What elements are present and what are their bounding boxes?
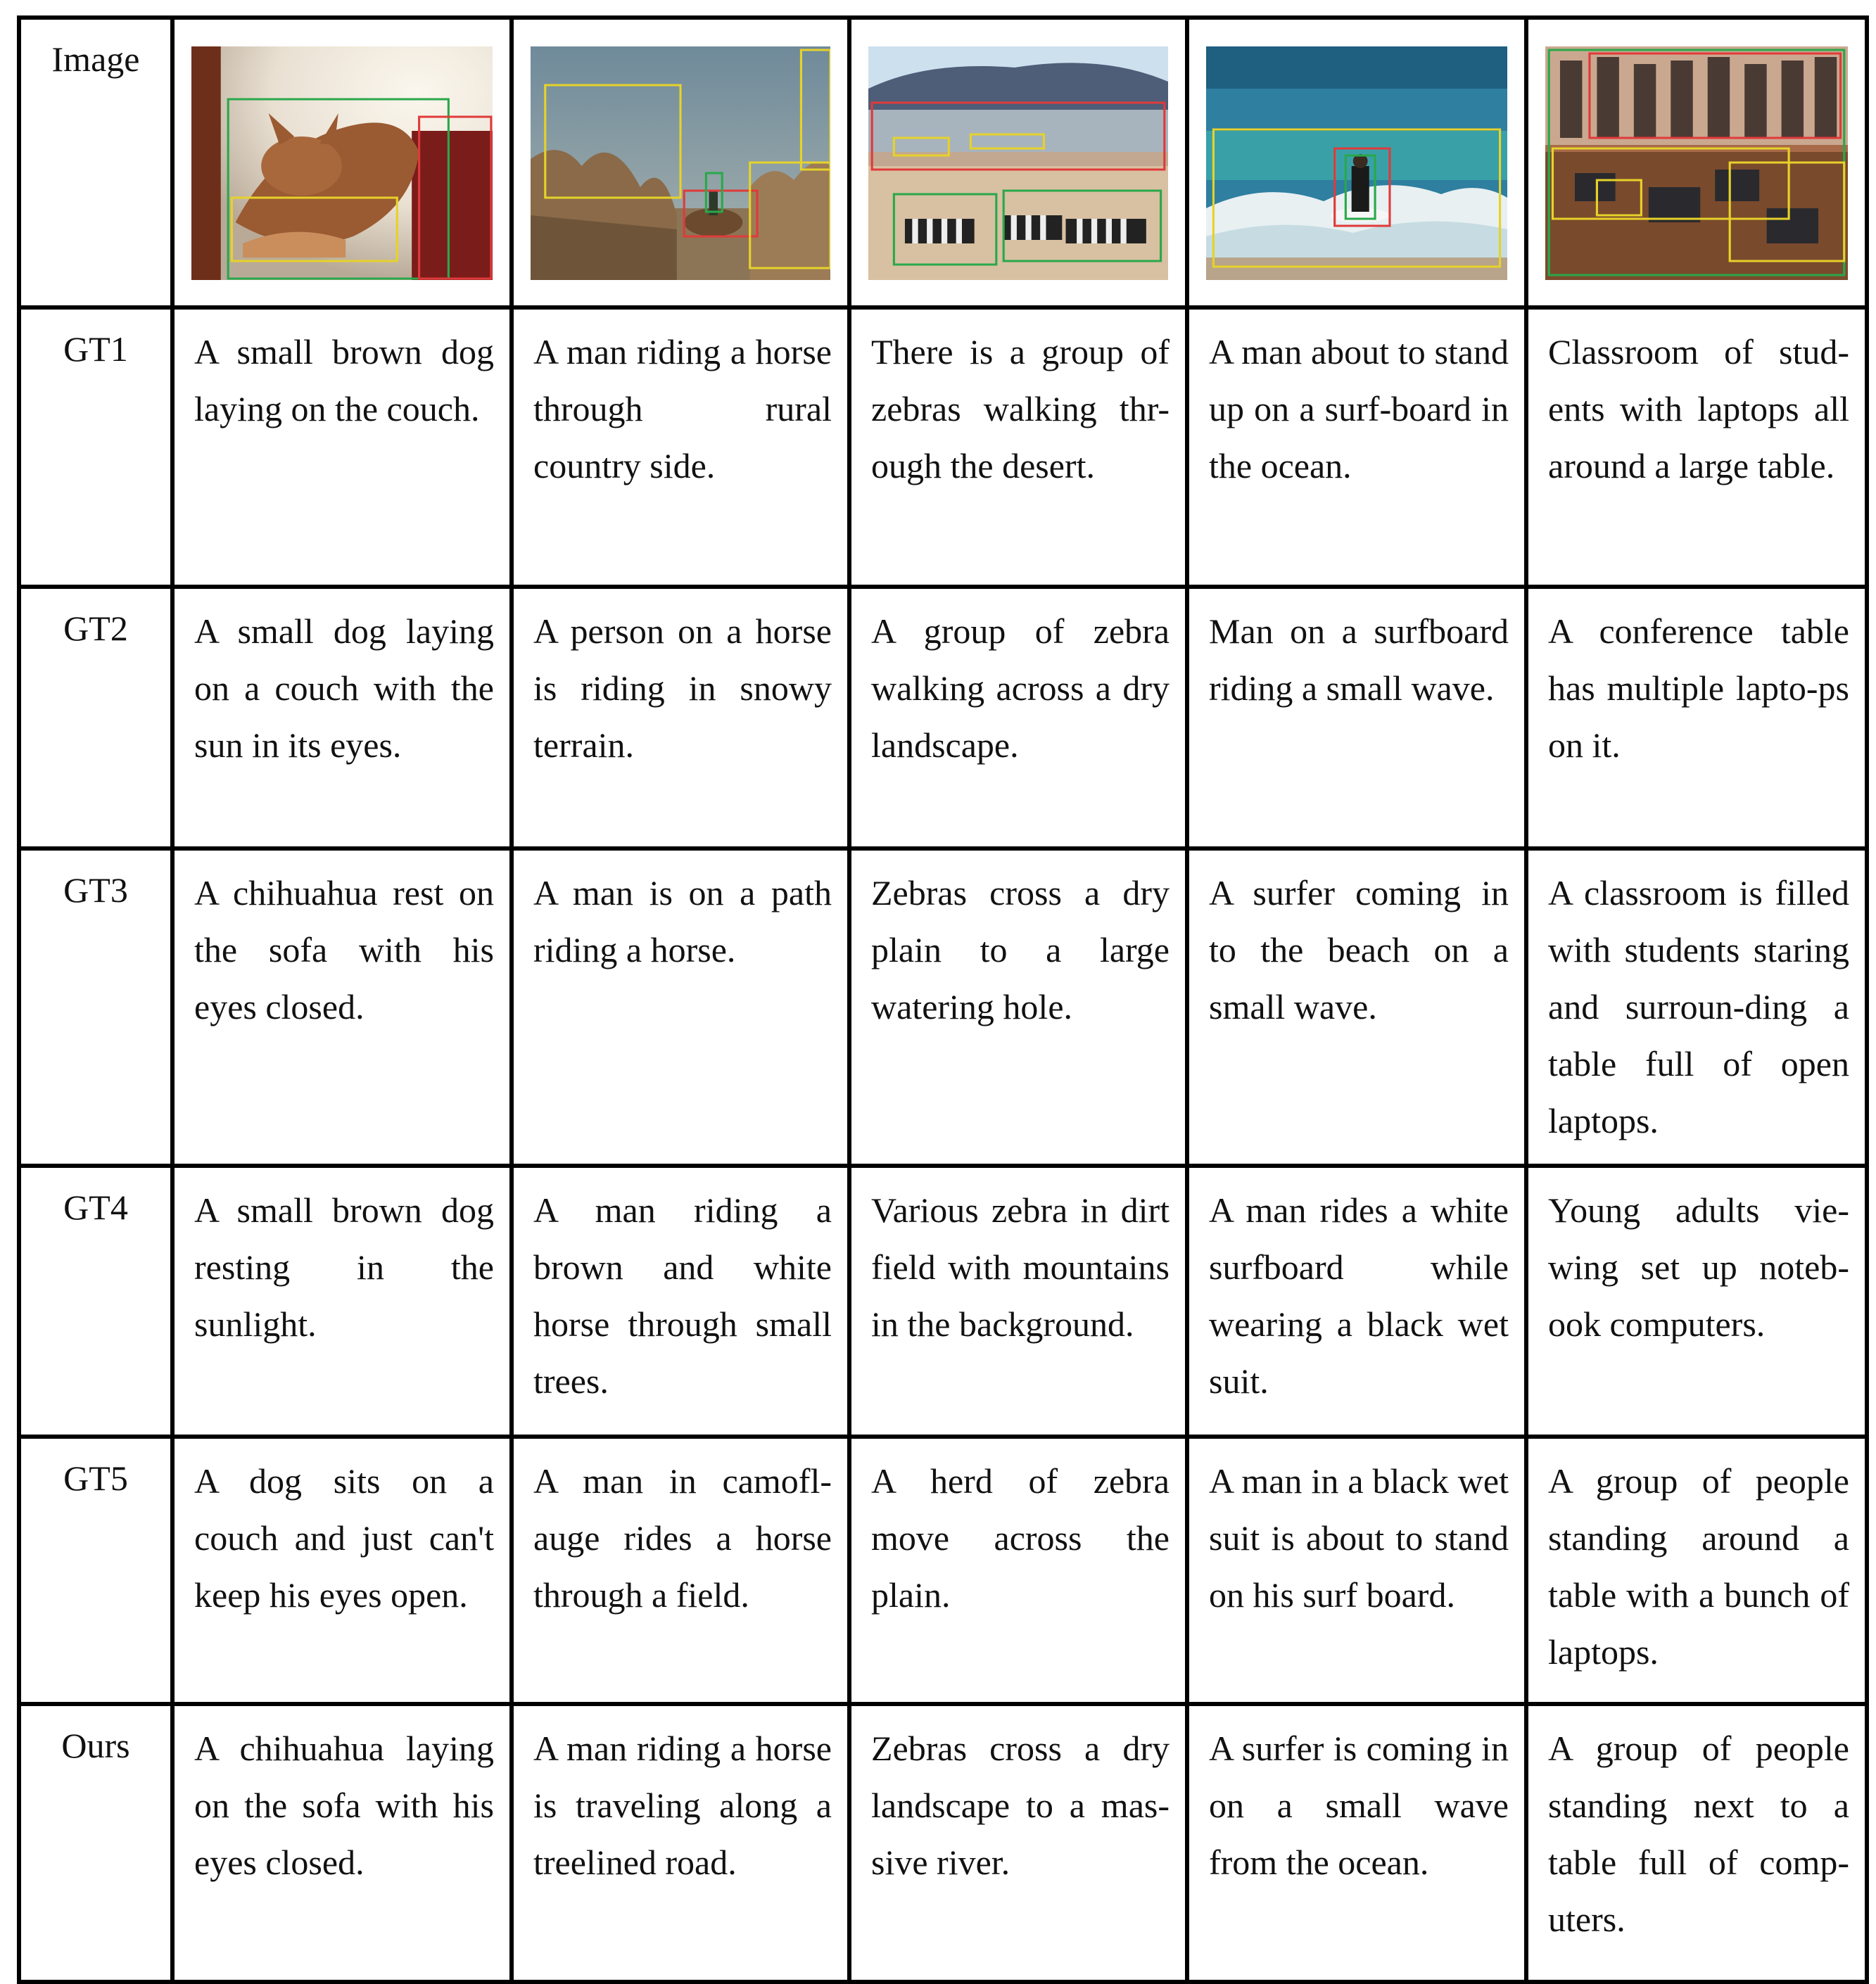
caption-cell: Zebras cross a dry plain to a large watering hole.: [849, 848, 1187, 1166]
row-label: GT2: [19, 587, 172, 848]
caption-cell: A small dog laying on a couch with the sun in its eyes.: [172, 587, 512, 848]
caption-cell: Man on a surfboard riding a small wave.: [1187, 587, 1526, 848]
horse-rider-image: [531, 46, 830, 280]
caption-row-gt3: [19, 848, 1867, 1166]
row-label-image: Image: [19, 18, 172, 307]
caption-cell: Zebras cross a dry landscape to a mas-sive river.: [849, 1704, 1187, 1982]
caption-cell: A surfer is coming in on a small wave from the ocean.: [1187, 1704, 1526, 1982]
caption-cell: A man in camofl-auge rides a horse through a field.: [512, 1437, 849, 1704]
caption-cell: Classroom of stud-ents with laptops all around a large table.: [1526, 307, 1867, 587]
caption-cell: A surfer coming in to the beach on a small wave.: [1187, 848, 1526, 1166]
caption-cell: A classroom is filled with students staring and surroun-ding a table full of open laptops.: [1526, 848, 1867, 1166]
image-cell-5: [1526, 18, 1867, 307]
dog-on-couch-image: [191, 46, 493, 280]
row-label: GT5: [19, 1437, 172, 1704]
caption-row-gt4: [19, 1166, 1867, 1437]
caption-cell: A man is on a path riding a horse.: [512, 848, 849, 1166]
caption-row-gt1: [19, 307, 1867, 587]
caption-cell: A conference table has multiple lapto-ps on it.: [1526, 587, 1867, 848]
image-cell-4: [1187, 18, 1526, 307]
caption-cell: Various zebra in dirt field with mountains in the background.: [849, 1166, 1187, 1437]
caption-cell: A man rides a white surfboard while wearing a black wet suit.: [1187, 1166, 1526, 1437]
caption-cell: A man riding a horse through rural country side.: [512, 307, 849, 587]
caption-cell: A group of people standing around a table with a bunch of laptops.: [1526, 1437, 1867, 1704]
row-label: Ours: [19, 1704, 172, 1982]
row-label: GT4: [19, 1166, 172, 1437]
caption-cell: A person on a horse is riding in snowy terrain.: [512, 587, 849, 848]
caption-cell: A chihuahua laying on the sofa with his eyes closed.: [172, 1704, 512, 1982]
row-label: GT3: [19, 848, 172, 1166]
caption-row-gt2: [19, 587, 1867, 848]
caption-cell: A small brown dog laying on the couch.: [172, 307, 512, 587]
caption-cell: A man riding a horse is traveling along a treelined road.: [512, 1704, 849, 1982]
caption-cell: A chihuahua rest on the sofa with his eyes closed.: [172, 848, 512, 1166]
zebras-desert-image: [868, 46, 1168, 280]
caption-cell: A herd of zebra move across the plain.: [849, 1437, 1187, 1704]
surfer-wave-image: [1206, 46, 1507, 280]
caption-row-gt5: [19, 1437, 1867, 1704]
image-row: [19, 18, 1867, 307]
caption-comparison-table: [17, 15, 1869, 1984]
caption-cell: There is a group of zebras walking thr-ough the desert.: [849, 307, 1187, 587]
caption-cell: A dog sits on a couch and just can't keep his eyes open.: [172, 1437, 512, 1704]
caption-cell: A man about to stand up on a surf-board in the ocean.: [1187, 307, 1526, 587]
classroom-laptops-image: [1545, 46, 1848, 280]
image-cell-3: [849, 18, 1187, 307]
caption-cell: A man riding a brown and white horse through small trees.: [512, 1166, 849, 1437]
caption-cell: A group of people standing next to a table full of comp-uters.: [1526, 1704, 1867, 1982]
image-cell-1: [172, 18, 512, 307]
caption-cell: A small brown dog resting in the sunlight.: [172, 1166, 512, 1437]
caption-cell: A man in a black wet suit is about to stand on his surf board.: [1187, 1437, 1526, 1704]
caption-cell: Young adults vie-wing set up noteb-ook computers.: [1526, 1166, 1867, 1437]
image-cell-2: [512, 18, 849, 307]
caption-row-ours: [19, 1704, 1867, 1982]
row-label: GT1: [19, 307, 172, 587]
caption-cell: A group of zebra walking across a dry landscape.: [849, 587, 1187, 848]
